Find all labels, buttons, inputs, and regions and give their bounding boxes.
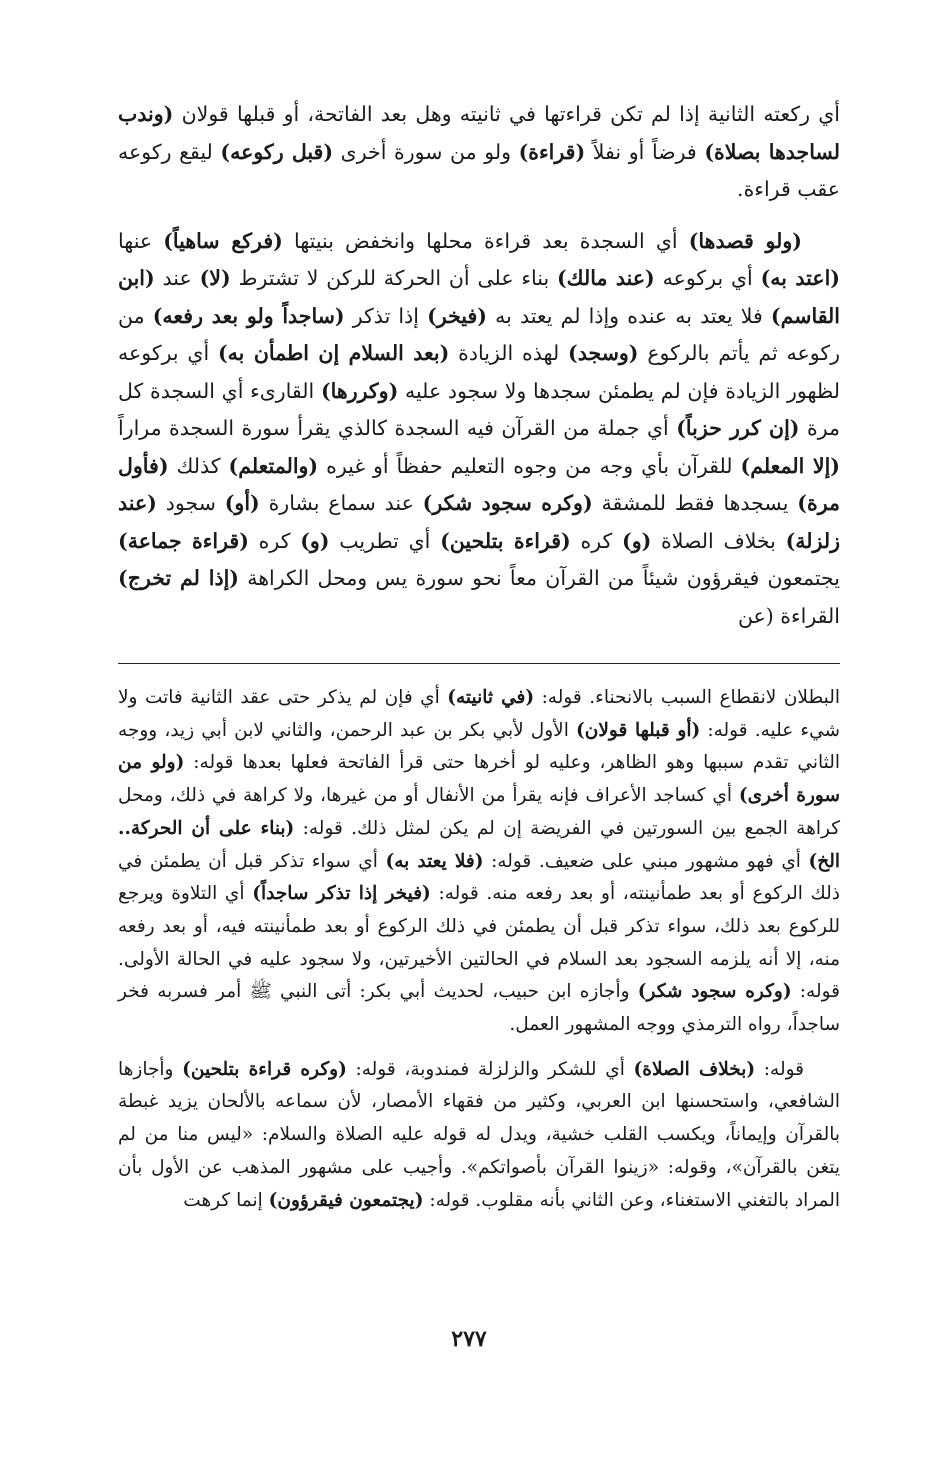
- footnote-paragraph-2: قوله: (بخلاف الصلاة) أي للشكر والزلزلة فمندوبة، قوله: (وكره قراءة بتلحين) وأجازها الشافعي، واستحسنها ابن العربي، وكثير من فقهاء الأمصار، لأن سماعه بالألحان يزيد غبطة بالقرآن وإيماناً، ويكسب القلب خشية، ويدل له قوله عليه الصلاة والسلام: «ليس منا من لم يتغن بالقرآن»، وقوله: «زينوا القرآن بأصواتكم». وأجيب على مشهور المذهب عن الأول بأن المراد بالتغني الاستغناء، وعن الثاني بأنه مقلوب. قوله: (يجتمعون فيقرؤون) إنما كرهت: [118, 1058, 840, 1211]
- footnotes: [118, 682, 840, 1229]
- main-text: [118, 96, 840, 649]
- footnote-separator: [118, 663, 840, 664]
- footnote-paragraph-1: البطلان لانقطاع السبب بالانحناء. قوله: (في ثانيته) أي فإن لم يذكر حتى عقد الثانية فاتت ولا شيء عليه. قوله: (أو قبلها قولان) الأول لأبي بكر بن عبد الرحمن، والثاني لابن أبي زيد، ووجه الثاني تقدم سببها وهو الظاهر، وعليه لو أخرها حتى قرأ الفاتحة فعلها بعدها قوله: (ولو من سورة أخرى) أي كساجد الأعراف فإنه يقرأ من الأنفال أو من غيرها، ولا كراهة في ذلك، ومحل كراهة الجمع بين السورتين في الفريضة إن لم يكن لمثل ذلك. قوله: (بناء على أن الحركة.. الخ) أي فهو مشهور مبني على ضعيف. قوله: (فلا يعتد به) أي سواء تذكر قبل أن يطمئن في ذلك الركوع أو بعد طمأنينته، أو بعد رفعه منه. قوله: (فيخر إذا تذكر ساجداً) أي التلاوة ويرجع للركوع بعد ذلك، سواء تذكر قبل أن يطمئن في ذلك الركوع أو بعد طمأنينته فيه، أو بعد رفعه منه، إلا أنه يلزمه السجود بعد السلام في الحالتين الأخيرتين، ولا سجود عليه في الحالة الأولى. قوله: (وكره سجود شكر) وأجازه ابن حبيب، لحديث أبي بكر: أتى النبي ﷺ أمر فسربه فخر ساجداً، رواه الترمذي ووجه المشهور العمل.: [118, 687, 841, 1036]
- page-number: ٢٧٧: [451, 1326, 487, 1352]
- main-paragraph-1: أي ركعته الثانية إذا لم تكن قراءتها في ثانيته وهل بعد الفاتحة، أو قبلها قولان (وندب لساجدها بصلاة) فرضاً أو نفلاً (قراءة) ولو من سورة أخرى (قبل ركوعه) ليقع ركوعه عقب قراءة.: [118, 102, 840, 201]
- main-paragraph-2: (ولو قصدها) أي السجدة بعد قراءة محلها وانخفض بنيتها (فركع ساهياً) عنها (اعتد به) أي بركوعه (عند مالك) بناء على أن الحركة للركن لا تشترط (لا) عند (ابن القاسم) فلا يعتد به عنده وإذا لم يعتد به (فيخر) إذا تذكر (ساجداً ولو بعد رفعه) من ركوعه ثم يأتم بالركوع (وسجد) لهذه الزيادة (بعد السلام إن اطمأن به) أي بركوعه لظهور الزيادة فإن لم يطمئن سجدها ولا سجود عليه (وكررها) القارىء أي السجدة كل مرة (إن كرر حزباً) أي جملة من القرآن فيه السجدة كالذي يقرأ سورة السجدة مراراً (إلا المعلم) للقرآن بأي وجه من وجوه التعليم حفظاً أو غيره (والمتعلم) كذلك (فأول مرة) يسجدها فقط للمشقة (وكره سجود شكر) عند سماع بشارة (أو) سجود (عند زلزلة) بخلاف الصلاة (و) كره (قراءة بتلحين) أي تطريب (و) كره (قراءة جماعة) يجتمعون فيقرؤون شيئاً من القرآن معاً نحو سورة يس ومحل الكراهة (إذا لم تخرج) القراءة (عن: [118, 228, 841, 628]
